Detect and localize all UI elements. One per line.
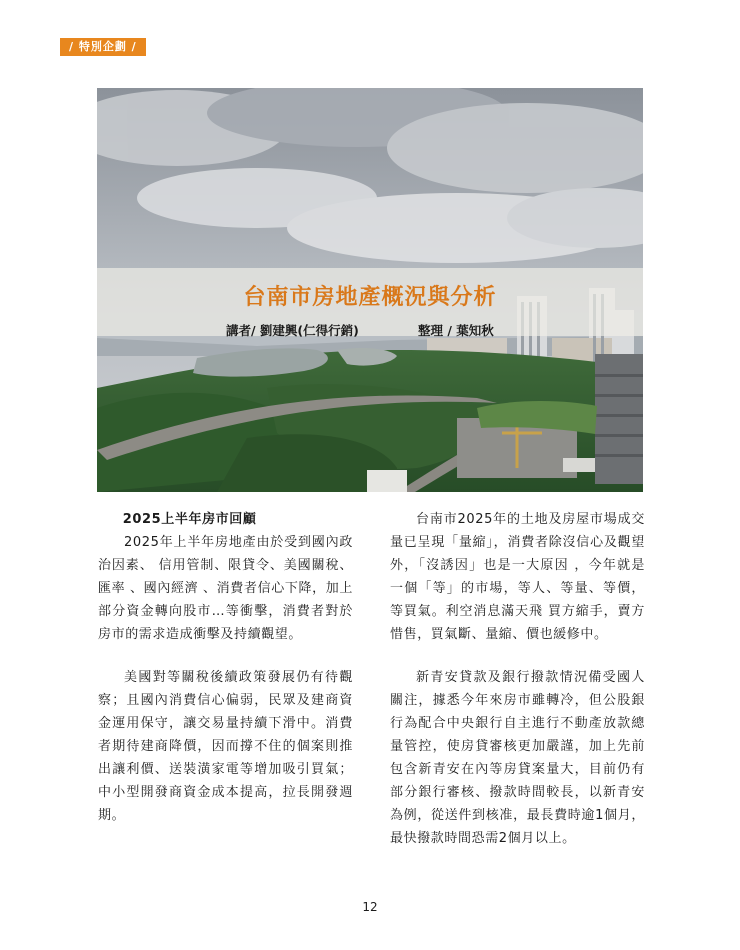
right-column	[390, 508, 645, 870]
article-title: 台南市房地產概況與分析	[243, 284, 497, 310]
paragraph: 台南市2025年的土地及房屋市場成交量已呈現「量縮」，消費者除沒信心及觀望外，「沒誘因」也是一大原因 ，今年就是一個「等」的市場，等人、等量、等價，等買氣。利空消息滿天飛 買方縮手，賣方惜售，買氣斷、量縮、價也緩修中。	[390, 512, 645, 642]
paragraph: 2025年上半年房地產由於受到國內政治因素、 信用管制、限貸令、美國關稅、匯率 、國內經濟 、消費者信心下降，加上部分資金轉向股市…等衝擊，消費者對於房市的需求造成衝擊及持續觀望。	[98, 535, 353, 642]
section-heading: 2025上半年房市回顧	[122, 512, 257, 527]
paragraph: 新青安貸款及銀行撥款情況備受國人關注，據悉今年來房市雖轉冷，但公股銀行為配合中央銀行自主進行不動產放款總量管控，使房貸審核更加嚴謹，加上先前包含新青安在內等房貸案量大，目前仍有部分銀行審核、撥款時間較長，以新青安為例，從送件到核准，最長費時逾1個月，最快撥款時間恐需2個月以上。	[390, 670, 645, 846]
page-number: 12	[362, 900, 378, 914]
editor-credit: 整理 / 葉知秋	[418, 323, 494, 338]
speaker-credit: 講者/ 劉建興(仁得行銷)	[226, 323, 359, 338]
section-tag: / 特別企劃 /	[60, 38, 146, 56]
paragraph: 美國對等關稅後續政策發展仍有待觀察；且國內消費信心偏弱，民眾及建商資金運用保守，讓交易量持續下滑中。消費者期待建商降價，因而撐不住的個案則推出讓利價、送裝潢家電等增加吸引買氣；中小型開發商資金成本提高，拉長開發週期。	[98, 670, 353, 823]
left-column	[98, 508, 353, 847]
